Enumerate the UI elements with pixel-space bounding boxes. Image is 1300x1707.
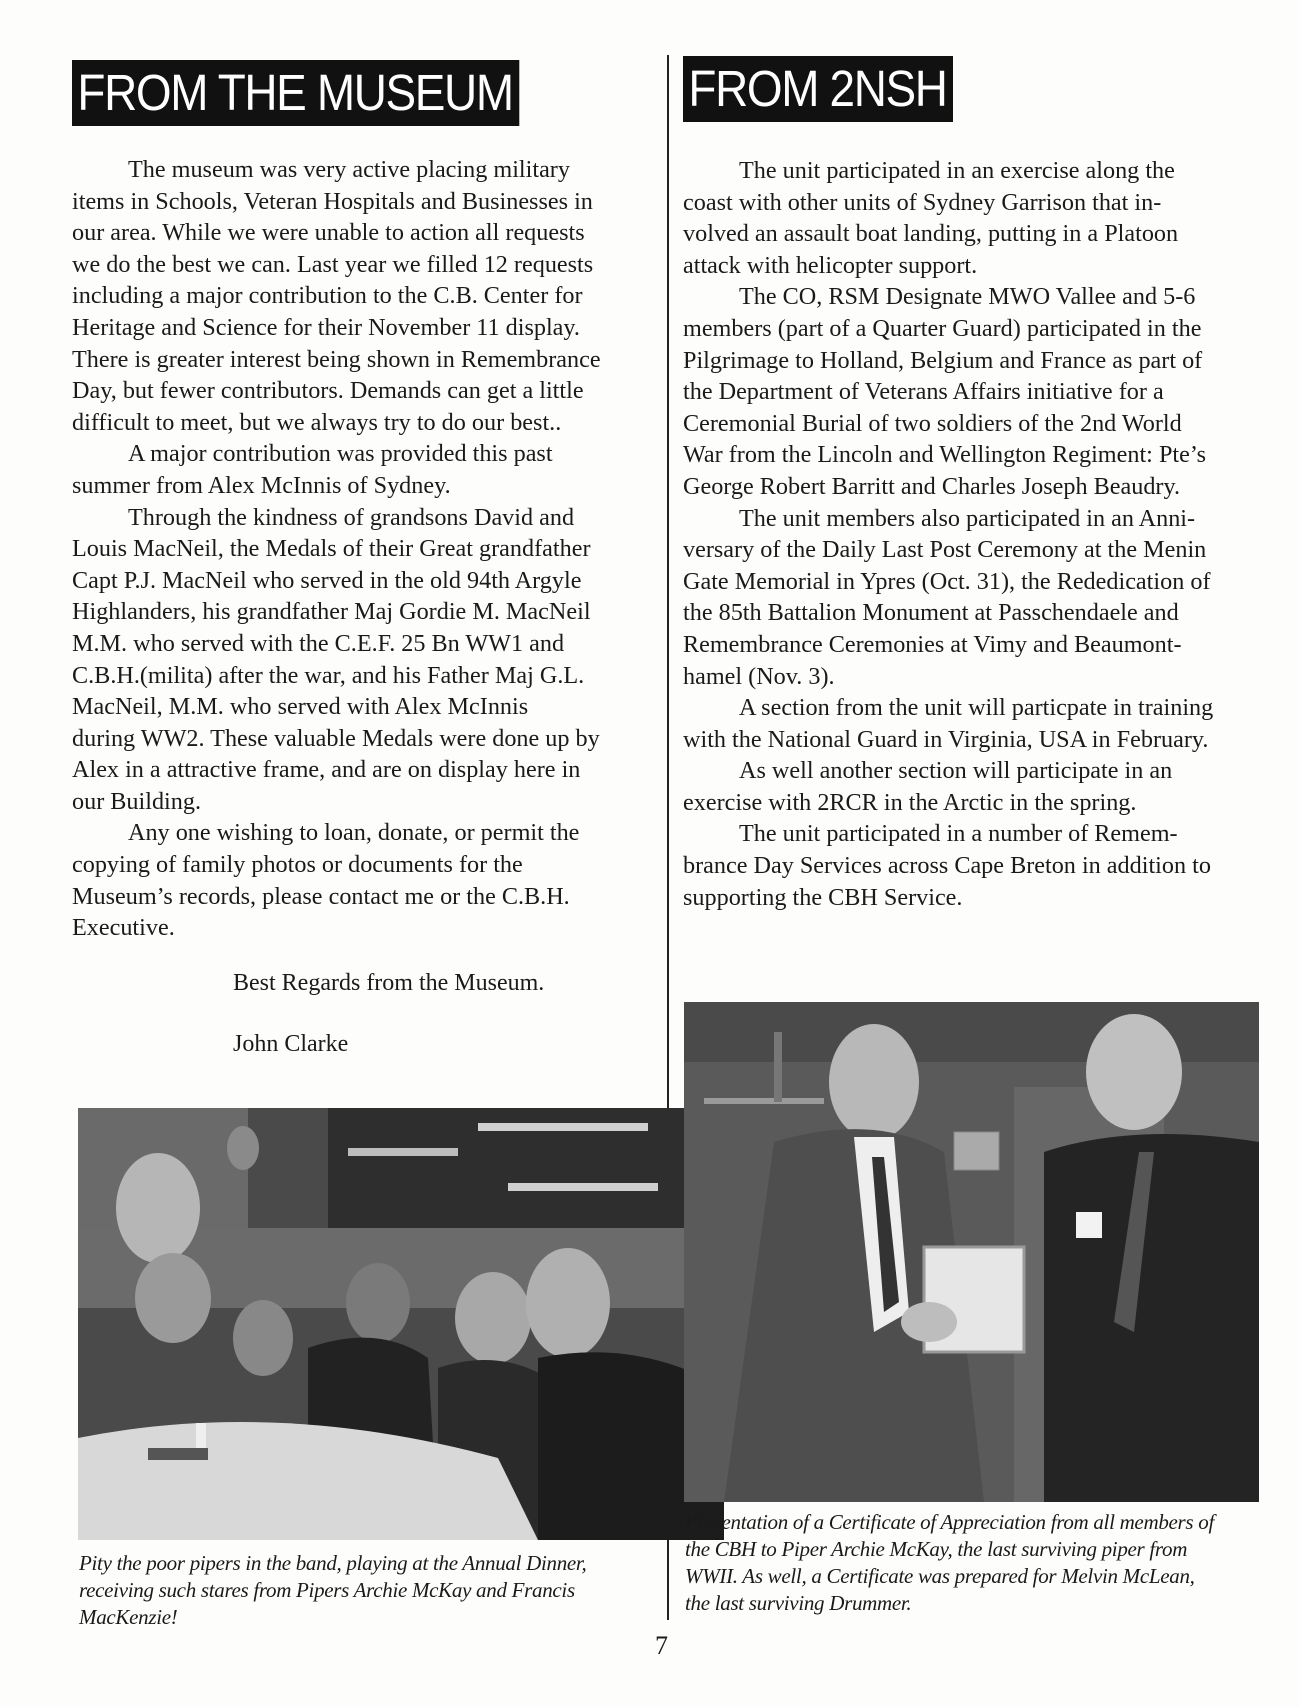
text-line: The CO, RSM Designate MWO Vallee and 5-6: [739, 283, 1196, 311]
caption-line: the last surviving Drummer.: [685, 1591, 912, 1615]
paragraph: [683, 155, 1268, 281]
museum-body: [72, 154, 662, 944]
paragraph: [683, 755, 1268, 818]
annual-dinner-photo: [78, 1108, 724, 1540]
text-line: including a major contribution to the C.B. Center for: [72, 282, 583, 310]
text-line: The unit participated in an exercise along the: [739, 157, 1175, 184]
text-line: summer from Alex McInnis of Sydney.: [72, 471, 451, 499]
text-line: A major contribution was provided this past: [128, 440, 553, 468]
text-line: Alex in a attractive frame, and are on display here in: [72, 756, 581, 784]
trophy: [774, 1032, 782, 1102]
salt-shaker: [196, 1423, 206, 1451]
caption-line: the CBH to Piper Archie McKay, the last surviving piper from: [685, 1537, 1188, 1561]
text-line: our Building.: [72, 787, 202, 815]
page-number: 7: [655, 1631, 668, 1660]
text-line: versary of the Daily Last Post Ceremony at the Menin: [683, 536, 1207, 564]
name-tag: [1076, 1212, 1102, 1238]
napkin: [148, 1448, 208, 1460]
text-line: we do the best we can. Last year we filled 12 requests: [72, 250, 594, 278]
shelf-light: [478, 1123, 648, 1131]
portrait-face: [227, 1126, 259, 1170]
text-line: volved an assault boat landing, putting in a Platoon: [683, 220, 1179, 248]
text-line: the Department of Veterans Affairs initiative for a: [683, 378, 1164, 406]
2nsh-heading: FROM 2NSH: [683, 56, 953, 122]
presenter-suit: [1044, 1134, 1259, 1502]
paragraph: [72, 438, 662, 501]
dinner-photo-caption: [79, 1550, 586, 1631]
shelf-light: [348, 1148, 458, 1156]
shelf-light: [508, 1183, 658, 1191]
text-line: George Robert Barritt and Charles Joseph Beaudry.: [683, 472, 1181, 500]
text-line: Capt P.J. MacNeil who served in the old 94th Argyle: [72, 566, 582, 594]
text-line: Gate Memorial in Ypres (Oct. 31), the Rededication of: [683, 567, 1211, 595]
text-line: Through the kindness of grandsons David and: [128, 503, 575, 531]
text-line: Remembrance Ceremonies at Vimy and Beaumont-: [683, 630, 1182, 658]
certificate-photo-caption: [685, 1509, 1214, 1617]
text-line: the 85th Battalion Monument at Passchendaele and: [683, 599, 1179, 627]
text-line: As well another section will participate in an: [739, 757, 1173, 785]
standing-person: [116, 1153, 200, 1263]
piper-head: [455, 1272, 531, 1364]
caption-line: Presentation of a Certificate of Appreciation from all members of: [685, 1510, 1214, 1534]
text-line: difficult to meet, but we always try to do our best..: [72, 408, 562, 436]
caption-line: Pity the poor pipers in the band, playing at the Annual Dinner,: [79, 1551, 587, 1575]
paragraph: [683, 503, 1268, 693]
closing-line: Best Regards from the Museum.: [233, 970, 545, 996]
text-line: coast with other units of Sydney Garrison that in-: [683, 188, 1162, 216]
annual-dinner-photo-illustration: [78, 1108, 724, 1540]
certificate-presentation-photo: [684, 1002, 1259, 1502]
caption-line: receiving such stares from Pipers Archie McKay and Francis: [79, 1578, 575, 1602]
text-line: attack with helicopter support.: [683, 251, 978, 279]
piper-head: [829, 1024, 919, 1140]
text-line: Pilgrimage to Holland, Belgium and France as part of: [683, 346, 1203, 374]
text-line: with the National Guard in Virginia, USA in February.: [683, 725, 1209, 753]
text-line: Ceremonial Burial of two soldiers of the 2nd World: [683, 409, 1182, 437]
text-line: M.M. who served with the C.E.F. 25 Bn WW1 and: [72, 629, 565, 657]
text-line: MacNeil, M.M. who served with Alex McInnis: [72, 693, 529, 721]
text-line: Louis MacNeil, the Medals of their Great grandfather: [72, 535, 591, 563]
diner-head: [346, 1263, 410, 1343]
text-line: Any one wishing to loan, donate, or permit the: [128, 819, 580, 847]
signature: John Clarke: [233, 1031, 349, 1057]
text-line: A section from the unit will particpate in training: [739, 694, 1214, 722]
caption-line: WWII. As well, a Certificate was prepared for Melvin McLean,: [685, 1564, 1195, 1588]
text-line: during WW2. These valuable Medals were done up by: [72, 724, 600, 752]
text-line: War from the Lincoln and Wellington Regiment: Pte’s: [683, 441, 1206, 469]
text-line: The unit members also participated in an Anni-: [739, 504, 1196, 532]
text-line: There is greater interest being shown in Remembrance: [72, 345, 601, 373]
museum-heading: FROM THE MUSEUM: [72, 60, 519, 126]
2nsh-body: [683, 155, 1268, 913]
paragraph: [72, 817, 662, 943]
paragraph: [683, 281, 1268, 502]
text-line: Museum’s records, please contact me or the C.B.H.: [72, 882, 570, 910]
text-line: C.B.H.(milita) after the war, and his Father Maj G.L.: [72, 661, 585, 689]
caption-line: MacKenzie!: [79, 1605, 178, 1629]
paragraph: [683, 818, 1268, 913]
text-line: hamel (Nov. 3).: [683, 662, 835, 690]
paragraph: [72, 154, 662, 438]
diner-head: [233, 1300, 293, 1376]
text-line: The unit participated in a number of Remem-: [739, 820, 1178, 848]
presenter-head: [1086, 1014, 1182, 1130]
text-line: copying of family photos or documents for the: [72, 851, 523, 879]
text-line: items in Schools, Veteran Hospitals and Businesses in: [72, 187, 593, 215]
text-line: supporting the CBH Service.: [683, 883, 963, 911]
text-line: members (part of a Quarter Guard) participated in the: [683, 314, 1202, 342]
handshake: [901, 1302, 957, 1342]
text-line: Heritage and Science for their November 11 display.: [72, 313, 580, 341]
text-line: Highlanders, his grandfather Maj Gordie M. MacNeil: [72, 598, 591, 626]
text-line: The museum was very active placing military: [128, 156, 570, 183]
wall-picture: [954, 1132, 999, 1170]
text-line: brance Day Services across Cape Breton in addition to: [683, 852, 1211, 880]
wall-shelf: [704, 1098, 824, 1104]
text-line: exercise with 2RCR in the Arctic in the spring.: [683, 788, 1137, 816]
text-line: Executive.: [72, 914, 175, 942]
certificate-photo-illustration: [684, 1002, 1259, 1502]
paragraph: [683, 692, 1268, 755]
diner-head: [135, 1253, 211, 1343]
text-line: Day, but fewer contributors. Demands can get a little: [72, 377, 584, 405]
piper-head: [526, 1248, 610, 1358]
text-line: our area. While we were unable to action all requests: [72, 219, 585, 247]
paragraph: [72, 502, 662, 818]
